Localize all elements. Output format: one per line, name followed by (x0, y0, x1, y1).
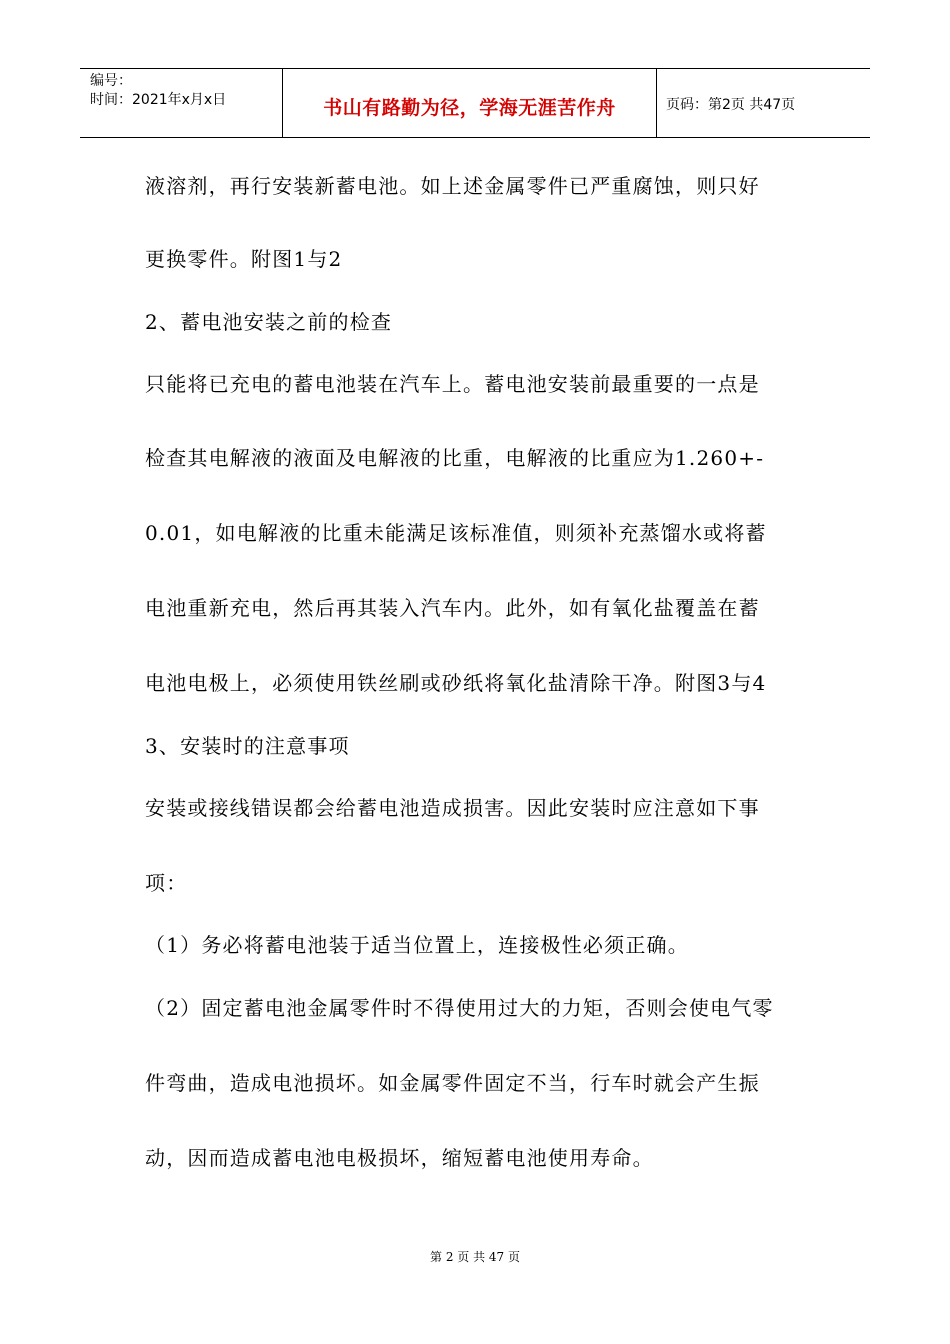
body-line: 液溶剂，再行安装新蓄电池。如上述金属零件已严重腐蚀，则只好 (145, 174, 760, 198)
header-page-cell (656, 69, 870, 137)
body-line: 项： (145, 871, 188, 895)
body-line: 电池重新充电，然后再其装入汽车内。此外，如有氧化盐覆盖在蓄 (145, 596, 760, 620)
body-line: 电池电极上，必须使用铁丝刷或砂纸将氧化盐清除干净。附图3与4 (145, 671, 767, 695)
body-line: 动，因而造成蓄电池电极损坏，缩短蓄电池使用寿命。 (145, 1146, 654, 1170)
header-page-info: 页码：第2页 共47页 (666, 97, 796, 113)
header-motto: 书山有路勤为径，学海无涯苦作舟 (323, 97, 616, 119)
body-line: 更换零件。附图1与2 (145, 247, 343, 271)
section-heading: 3、安装时的注意事项 (145, 734, 350, 758)
body-line: 检查其电解液的液面及电解液的比重，电解液的比重应为1.260+- (145, 446, 765, 470)
body-line: 安装或接线错误都会给蓄电池造成损害。因此安装时应注意如下事 (145, 796, 760, 820)
body-line: 件弯曲，造成电池损坏。如金属零件固定不当，行车时就会产生振 (145, 1071, 760, 1095)
list-item: （2）固定蓄电池金属零件时不得使用过大的力矩，否则会使电气零 (145, 996, 774, 1020)
header-motto-cell (282, 69, 657, 137)
document-date-label: 时间：2021年x月x日 (90, 92, 227, 108)
document-number-label: 编号： (90, 73, 132, 89)
page-footer: 第 2 页 共 47 页 (430, 1250, 520, 1264)
page-header (80, 68, 870, 138)
body-line: 0.01，如电解液的比重未能满足该标准值，则须补充蒸馏水或将蓄 (145, 521, 767, 545)
section-heading: 2、蓄电池安装之前的检查 (145, 310, 393, 334)
header-meta-cell (80, 69, 282, 137)
list-item: （1）务必将蓄电池装于适当位置上，连接极性必须正确。 (145, 933, 689, 957)
body-line: 只能将已充电的蓄电池装在汽车上。蓄电池安装前最重要的一点是 (145, 372, 760, 396)
